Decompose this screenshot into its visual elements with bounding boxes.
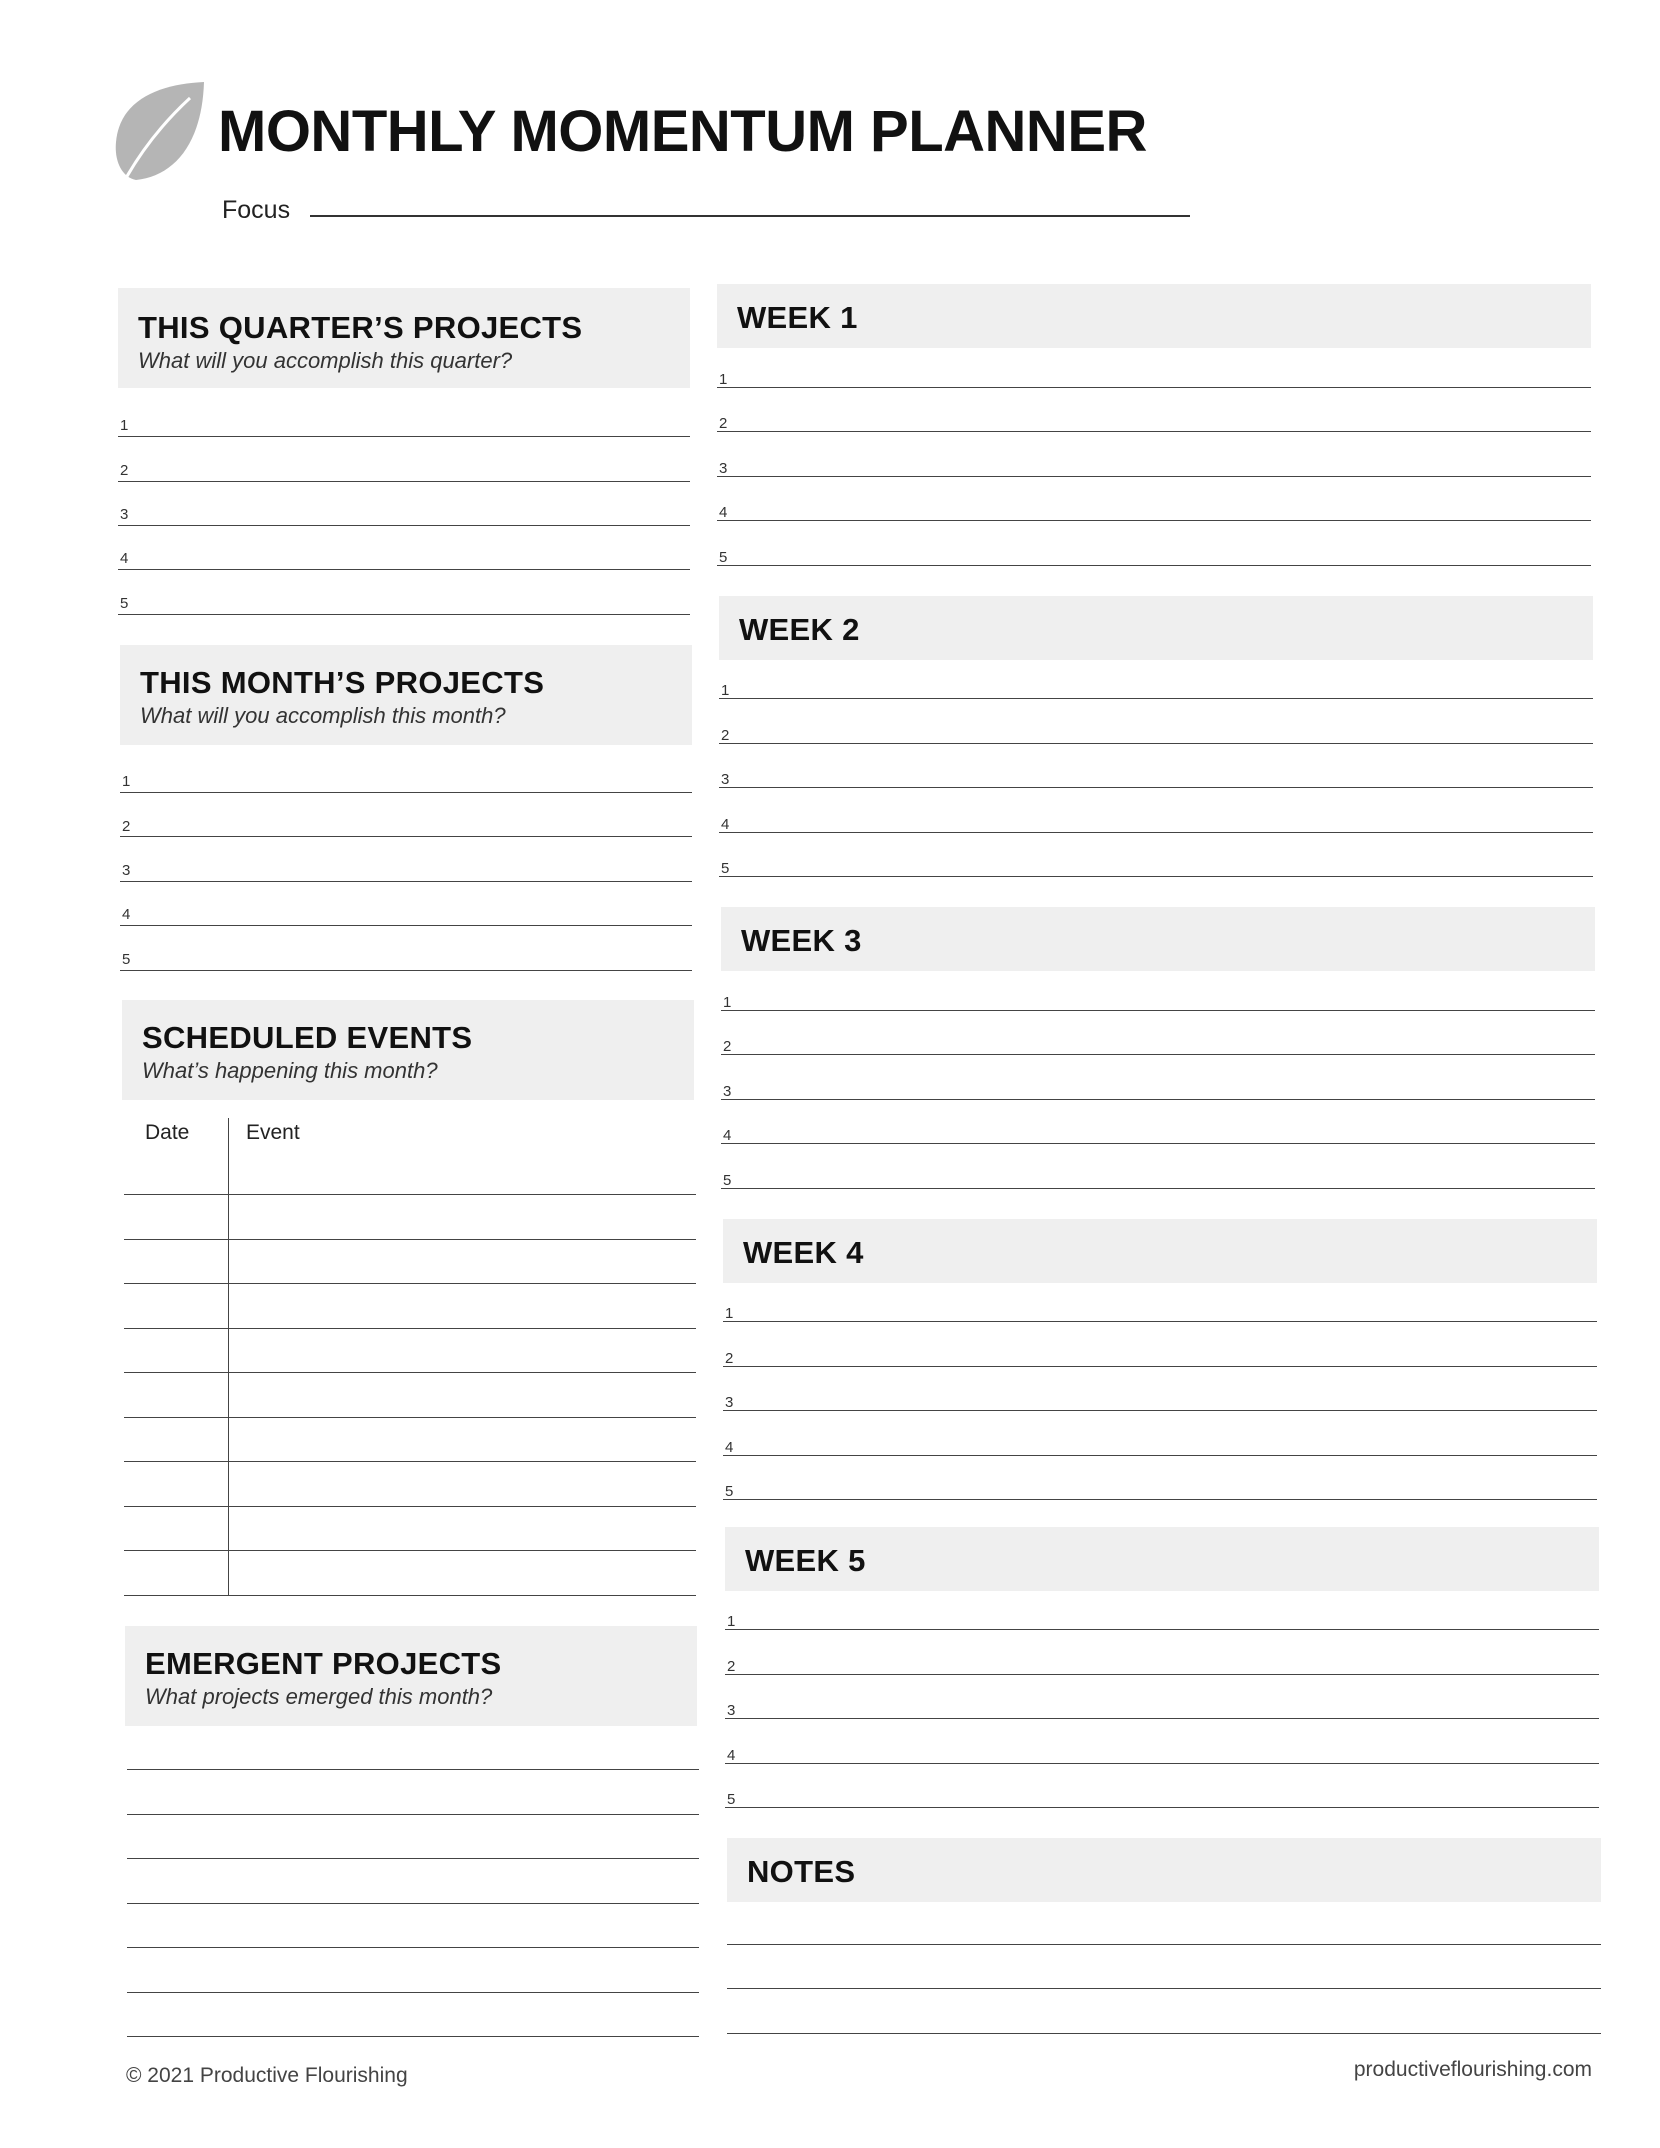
quarter-project-line[interactable] (118, 481, 690, 482)
week-task-line[interactable] (717, 565, 1591, 566)
month-projects-heading: THIS MONTH’S PROJECTS (140, 665, 545, 700)
line-number: 3 (719, 460, 728, 477)
week-task-line[interactable] (723, 1366, 1597, 1367)
week-1-header (717, 284, 1591, 348)
month-project-line[interactable] (120, 881, 692, 882)
events-event-column-header: Event (246, 1121, 300, 1144)
line-number: 3 (120, 506, 129, 523)
notes-line[interactable] (727, 1944, 1601, 1945)
emergent-project-line[interactable] (127, 1858, 699, 1859)
line-number: 3 (122, 862, 131, 879)
scheduled-events-header (122, 1000, 694, 1100)
line-number: 4 (727, 1747, 736, 1764)
emergent-project-line[interactable] (127, 1903, 699, 1904)
notes-line[interactable] (727, 1988, 1601, 1989)
emergent-projects-header (125, 1626, 697, 1726)
line-number: 2 (727, 1658, 736, 1675)
week-1-heading: WEEK 1 (737, 300, 858, 335)
scheduled-events-subheading: What’s happening this month? (142, 1058, 438, 1083)
event-row-line[interactable] (124, 1595, 696, 1596)
emergent-project-line[interactable] (127, 2036, 699, 2037)
copyright-text: © 2021 Productive Flourishing (126, 2064, 408, 2087)
line-number: 5 (721, 860, 730, 877)
emergent-project-line[interactable] (127, 1992, 699, 1993)
line-number: 2 (122, 818, 131, 835)
week-4-header (723, 1219, 1597, 1283)
week-2-heading: WEEK 2 (739, 612, 860, 647)
month-projects-subheading: What will you accomplish this month? (140, 703, 506, 728)
week-task-line[interactable] (725, 1807, 1599, 1808)
month-project-line[interactable] (120, 925, 692, 926)
week-task-line[interactable] (723, 1410, 1597, 1411)
week-task-line[interactable] (719, 743, 1593, 744)
notes-header (727, 1838, 1601, 1902)
line-number: 1 (723, 994, 732, 1011)
line-number: 1 (120, 417, 129, 434)
line-number: 5 (120, 595, 129, 612)
events-column-divider (228, 1118, 229, 1596)
line-number: 1 (727, 1613, 736, 1630)
month-project-line[interactable] (120, 970, 692, 971)
line-number: 2 (725, 1350, 734, 1367)
week-task-line[interactable] (721, 1143, 1595, 1144)
week-task-line[interactable] (717, 387, 1591, 388)
week-task-line[interactable] (721, 1188, 1595, 1189)
week-task-line[interactable] (717, 431, 1591, 432)
week-task-line[interactable] (719, 832, 1593, 833)
focus-input-line[interactable] (310, 215, 1190, 217)
line-number: 5 (727, 1791, 736, 1808)
week-task-line[interactable] (723, 1321, 1597, 1322)
month-projects-header (120, 645, 692, 745)
week-task-line[interactable] (717, 476, 1591, 477)
page-title: MONTHLY MOMENTUM PLANNER (218, 99, 1147, 164)
week-5-heading: WEEK 5 (745, 1543, 866, 1578)
week-task-line[interactable] (725, 1629, 1599, 1630)
line-number: 5 (723, 1172, 732, 1189)
line-number: 3 (723, 1083, 732, 1100)
month-project-line[interactable] (120, 836, 692, 837)
event-row-line[interactable] (124, 1328, 696, 1329)
line-number: 4 (725, 1439, 734, 1456)
week-task-line[interactable] (723, 1455, 1597, 1456)
line-number: 4 (120, 550, 129, 567)
week-task-line[interactable] (725, 1763, 1599, 1764)
line-number: 1 (721, 682, 730, 699)
week-task-line[interactable] (719, 876, 1593, 877)
emergent-projects-heading: EMERGENT PROJECTS (145, 1646, 502, 1681)
line-number: 4 (721, 816, 730, 833)
line-number: 5 (719, 549, 728, 566)
quarter-projects-header (118, 288, 690, 388)
line-number: 1 (122, 773, 131, 790)
quarter-project-line[interactable] (118, 569, 690, 570)
week-task-line[interactable] (719, 787, 1593, 788)
line-number: 1 (719, 371, 728, 388)
event-row-line[interactable] (124, 1372, 696, 1373)
emergent-project-line[interactable] (127, 1769, 699, 1770)
line-number: 4 (723, 1127, 732, 1144)
line-number: 2 (719, 415, 728, 432)
events-date-column-header: Date (145, 1121, 190, 1144)
line-number: 2 (723, 1038, 732, 1055)
event-row-line[interactable] (124, 1506, 696, 1507)
line-number: 3 (725, 1394, 734, 1411)
week-5-header (725, 1527, 1599, 1591)
quarter-project-line[interactable] (118, 436, 690, 437)
quarter-project-line[interactable] (118, 614, 690, 615)
leaf-icon (112, 80, 208, 184)
event-row-line[interactable] (124, 1417, 696, 1418)
week-task-line[interactable] (717, 520, 1591, 521)
emergent-projects-subheading: What projects emerged this month? (145, 1684, 493, 1709)
emergent-project-line[interactable] (127, 1814, 699, 1815)
week-task-line[interactable] (725, 1674, 1599, 1675)
line-number: 3 (721, 771, 730, 788)
week-task-line[interactable] (725, 1718, 1599, 1719)
week-task-line[interactable] (721, 1010, 1595, 1011)
line-number: 5 (725, 1483, 734, 1500)
week-4-heading: WEEK 4 (743, 1235, 864, 1270)
week-3-heading: WEEK 3 (741, 923, 862, 958)
event-row-line[interactable] (124, 1461, 696, 1462)
line-number: 1 (725, 1305, 734, 1322)
notes-heading: NOTES (747, 1854, 856, 1889)
line-number: 3 (727, 1702, 736, 1719)
week-task-line[interactable] (723, 1499, 1597, 1500)
event-row-line[interactable] (124, 1283, 696, 1284)
website-link[interactable]: productiveflourishing.com (1353, 2058, 1592, 2081)
quarter-project-line[interactable] (118, 525, 690, 526)
week-3-header (721, 907, 1595, 971)
line-number: 2 (721, 727, 730, 744)
week-task-line[interactable] (721, 1099, 1595, 1100)
event-row-line[interactable] (124, 1239, 696, 1240)
line-number: 5 (122, 951, 131, 968)
week-2-header (719, 596, 1593, 660)
week-task-line[interactable] (721, 1054, 1595, 1055)
event-row-line[interactable] (124, 1550, 696, 1551)
notes-line[interactable] (727, 2033, 1601, 2034)
line-number: 2 (120, 462, 129, 479)
focus-label: Focus (222, 196, 291, 224)
emergent-project-line[interactable] (127, 1947, 699, 1948)
line-number: 4 (122, 906, 131, 923)
quarter-projects-heading: THIS QUARTER’S PROJECTS (138, 310, 583, 345)
scheduled-events-heading: SCHEDULED EVENTS (142, 1020, 473, 1055)
quarter-projects-subheading: What will you accomplish this quarter? (138, 348, 513, 373)
week-task-line[interactable] (719, 698, 1593, 699)
month-project-line[interactable] (120, 792, 692, 793)
line-number: 4 (719, 504, 728, 521)
event-row-line[interactable] (124, 1194, 696, 1195)
